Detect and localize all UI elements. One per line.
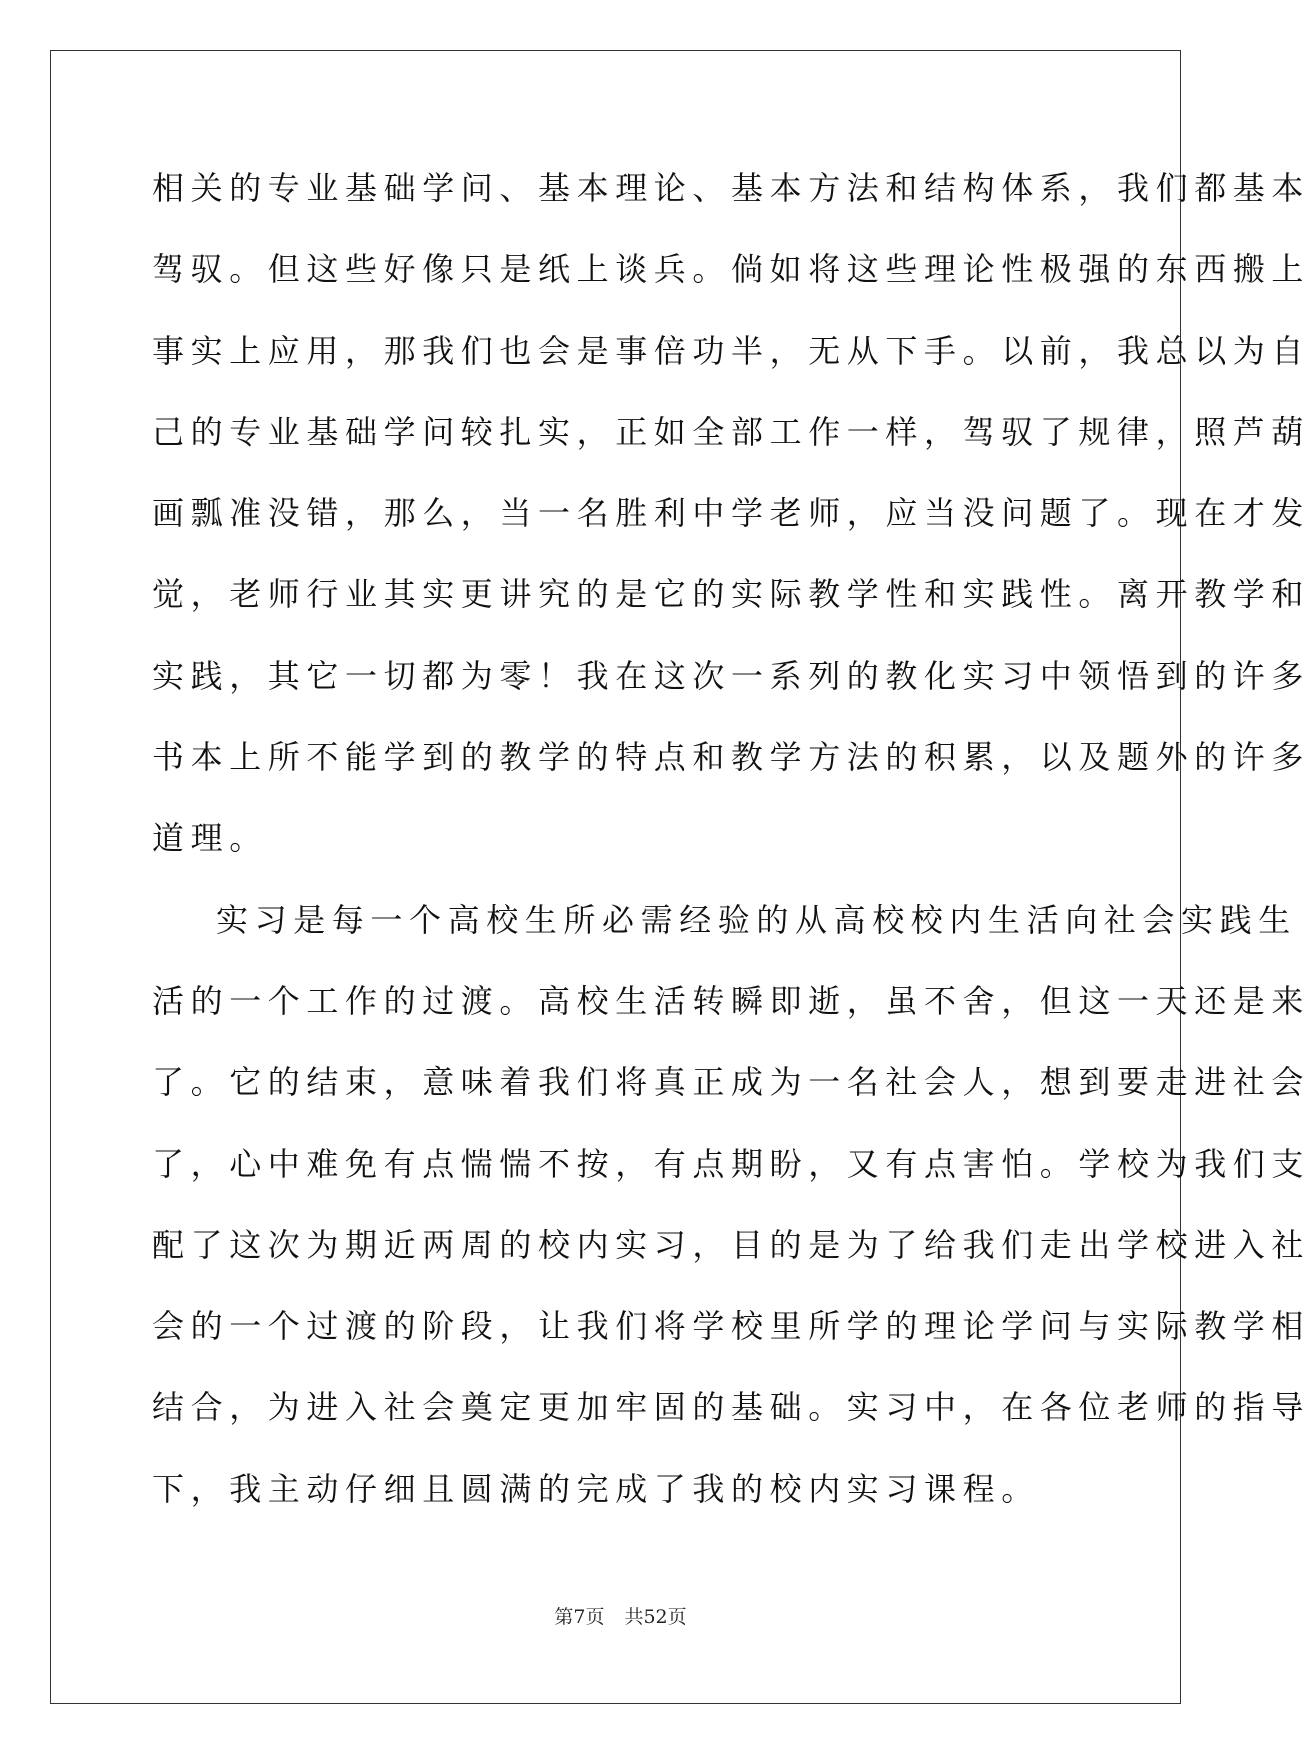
text-line: 觉，老师行业其实更讲究的是它的实际教学性和实践性。离开教学和 <box>152 575 1310 614</box>
paragraph-2 <box>152 880 1310 1530</box>
text-line: 结合，为进入社会奠定更加牢固的基础。实习中，在各位老师的指导 <box>152 1388 1310 1427</box>
text-line: 驾驭。但这些好像只是纸上谈兵。倘如将这些理论性极强的东西搬上 <box>152 250 1310 289</box>
text-line: 道理。 <box>152 819 268 858</box>
text-line: 活的一个工作的过渡。高校生活转瞬即逝，虽不舍，但这一天还是来 <box>152 981 1310 1020</box>
text-line: 书本上所不能学到的教学的特点和教学方法的积累，以及题外的许多 <box>152 738 1310 777</box>
page-number: 第7页 <box>554 1606 605 1628</box>
page-footer <box>0 1602 1241 1629</box>
text-line: 相关的专业基础学问、基本理论、基本方法和结构体系，我们都基本 <box>152 169 1310 207</box>
document-body <box>152 148 1310 1530</box>
text-line: 配了这次为期近两周的校内实习，目的是为了给我们走出学校进入社 <box>152 1225 1310 1264</box>
text-line: 下，我主动仔细且圆满的完成了我的校内实习课程。 <box>152 1469 1040 1508</box>
text-line: 了，心中难免有点惴惴不按，有点期盼，又有点害怕。学校为我们支 <box>152 1144 1310 1183</box>
text-line: 了。它的结束，意味着我们将真正成为一名社会人，想到要走进社会 <box>152 1063 1310 1102</box>
text-line: 实践，其它一切都为零！我在这次一系列的教化实习中领悟到的许多 <box>152 656 1310 695</box>
page-total: 共52页 <box>624 1606 687 1628</box>
text-line-indented: 实习是每一个高校生所必需经验的从高校校内生活向社会实践生 <box>216 900 1297 939</box>
text-line: 事实上应用，那我们也会是事倍功半，无从下手。以前，我总以为自 <box>152 331 1310 370</box>
text-line: 画瓢准没错，那么，当一名胜利中学老师，应当没问题了。现在才发 <box>152 494 1310 533</box>
paragraph-1 <box>152 148 1310 880</box>
text-line: 己的专业基础学问较扎实，正如全部工作一样，驾驭了规律，照芦葫 <box>152 412 1310 451</box>
text-line: 会的一个过渡的阶段，让我们将学校里所学的理论学问与实际教学相 <box>152 1307 1310 1346</box>
